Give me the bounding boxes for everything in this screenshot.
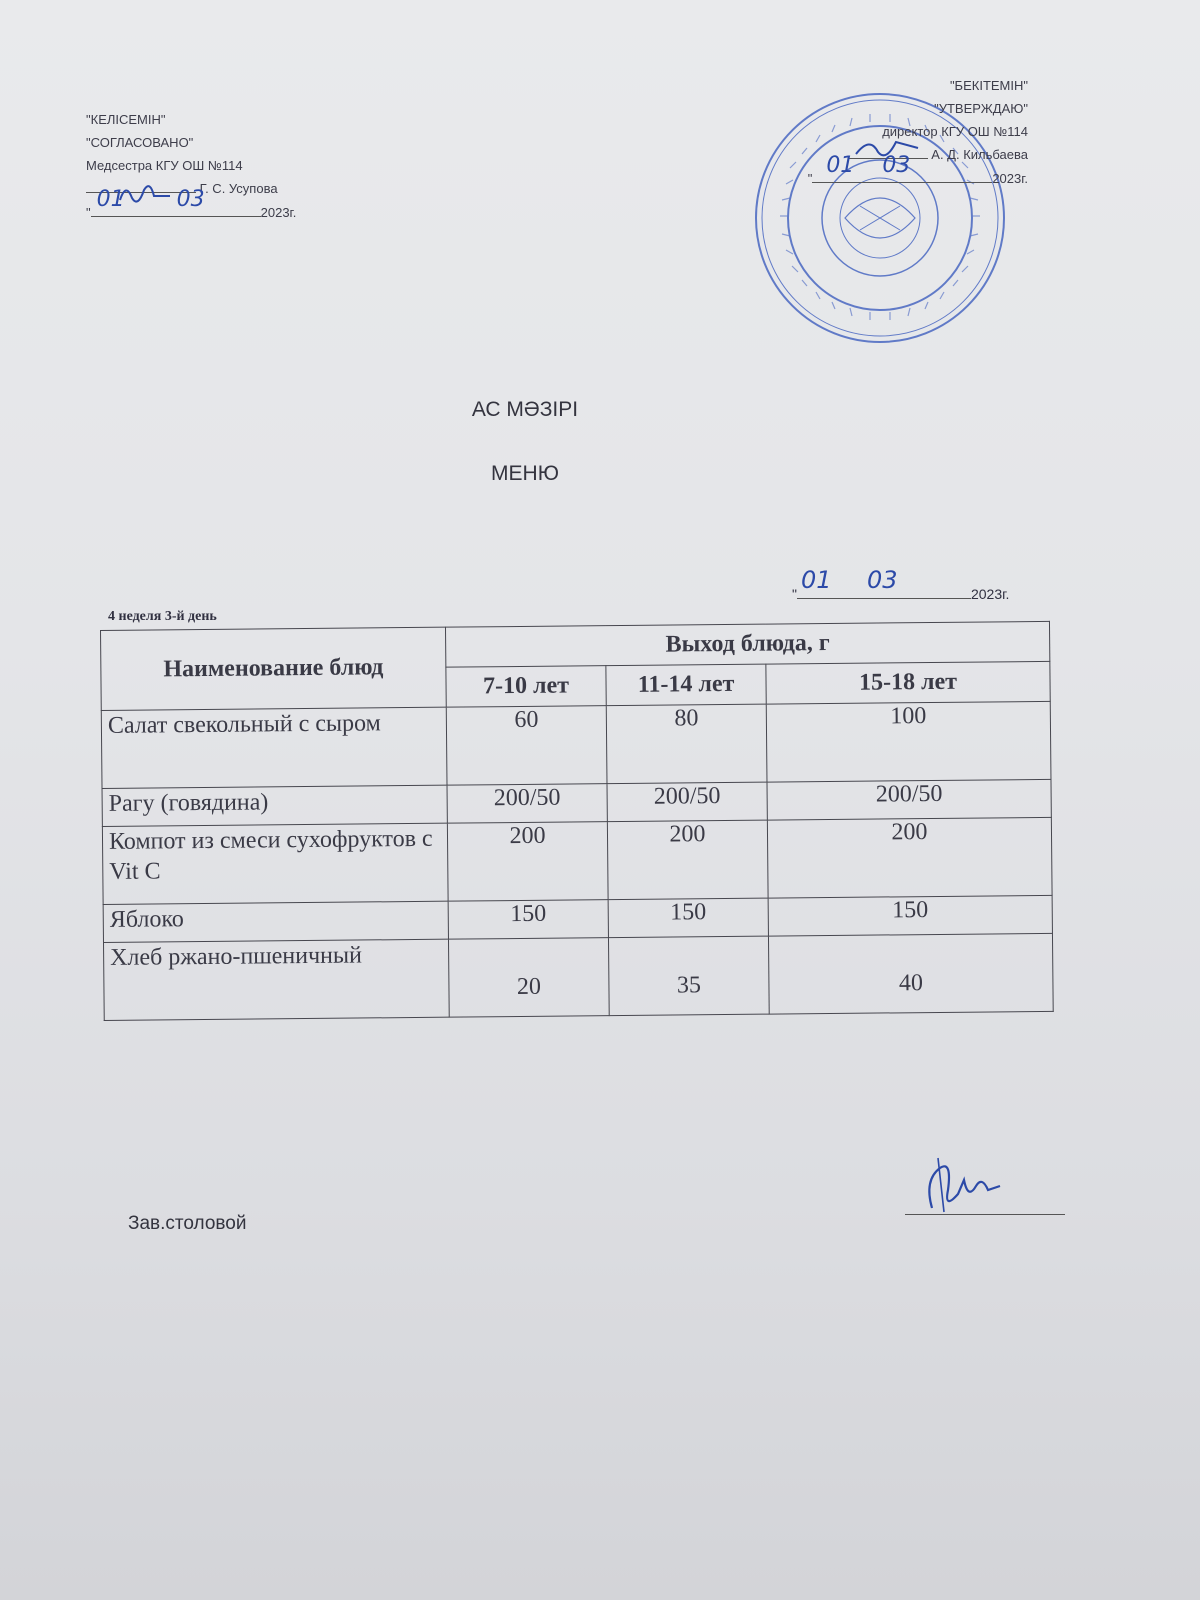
approval-right-line1: "БЕКІТЕМІН" — [949, 78, 1028, 93]
approval-block-right — [808, 74, 1028, 190]
header-dish-name: Наименование блюд — [101, 627, 447, 710]
date-blank-menu — [797, 566, 971, 599]
header-age-group: 15-18 лет — [766, 661, 1050, 704]
approval-left-line2: "СОГЛАСОВАНО" — [86, 135, 194, 150]
approval-right-line2: "УТВЕРЖДАЮ" — [934, 101, 1028, 116]
table-row — [101, 701, 1051, 788]
footer-signature-line — [905, 1214, 1065, 1215]
yield-value: 200 — [767, 817, 1052, 898]
header-age-group: 11-14 лет — [606, 664, 766, 706]
menu-year: 2023г. — [970, 586, 1010, 602]
handwritten-day-left: 01 — [96, 187, 125, 212]
approval-left-year: 2023г. — [260, 205, 297, 220]
table-row — [103, 933, 1053, 1020]
handwritten-month-left: 03 — [176, 187, 205, 212]
yield-value: 150 — [448, 900, 608, 940]
dish-name: Хлеб ржано-пшеничный — [103, 939, 449, 1020]
yield-value: 200 — [447, 822, 608, 902]
approval-left-position: Медсестра КГУ ОШ №114 — [86, 158, 243, 173]
dish-name: Яблоко — [103, 901, 448, 942]
approval-right-year: 2023г. — [992, 171, 1028, 186]
yield-value: 200 — [607, 820, 768, 900]
yield-value: 35 — [608, 936, 769, 1016]
handwritten-month-right: 03 — [882, 153, 911, 178]
approval-right-position: директор КГУ ОШ №114 — [882, 124, 1028, 139]
yield-value: 100 — [766, 701, 1051, 782]
date-quote: " — [792, 586, 797, 602]
yield-value: 200/50 — [767, 779, 1051, 820]
handwritten-day-menu: 01 — [800, 566, 832, 594]
yield-value: 200/50 — [607, 782, 767, 822]
canteen-head-label: Зав.столовой — [128, 1213, 247, 1234]
approval-left-line1: "КЕЛІСЕМІН" — [86, 112, 166, 127]
date-quote: " — [86, 205, 91, 220]
title-kazakh: АС МӘЗІРІ — [471, 398, 579, 421]
menu-date — [792, 566, 1010, 602]
header-yield: Выход блюда, г — [445, 621, 1049, 667]
handwritten-month-menu: 03 — [866, 566, 898, 594]
date-blank-left — [91, 187, 261, 217]
yield-value: 200/50 — [447, 784, 607, 824]
yield-value: 150 — [608, 898, 768, 938]
yield-value: 150 — [768, 895, 1052, 936]
handwritten-signature-footer — [918, 1150, 1008, 1220]
date-blank-right — [812, 153, 992, 183]
week-day-label: 4 неделя 3-й день — [108, 609, 217, 624]
approval-block-left — [86, 108, 296, 224]
approval-left-name: Г. С. Усупова — [199, 181, 278, 196]
yield-value: 20 — [448, 938, 609, 1018]
title-russian: МЕНЮ — [491, 462, 559, 485]
dish-name: Рагу (говядина) — [102, 785, 447, 826]
approval-right-name: А. Д. Кильбаева — [931, 147, 1028, 162]
menu-table — [100, 621, 1054, 1021]
dish-name: Компот из смеси сухофруктов с Vit C — [102, 823, 448, 904]
yield-value: 40 — [768, 933, 1053, 1014]
handwritten-day-right: 01 — [826, 153, 855, 178]
yield-value: 80 — [606, 704, 767, 784]
dish-name: Салат свекольный с сыром — [101, 707, 447, 788]
header-age-group: 7-10 лет — [446, 666, 606, 708]
date-quote: " — [807, 171, 813, 186]
yield-value: 60 — [446, 706, 607, 786]
table-row — [102, 817, 1052, 904]
